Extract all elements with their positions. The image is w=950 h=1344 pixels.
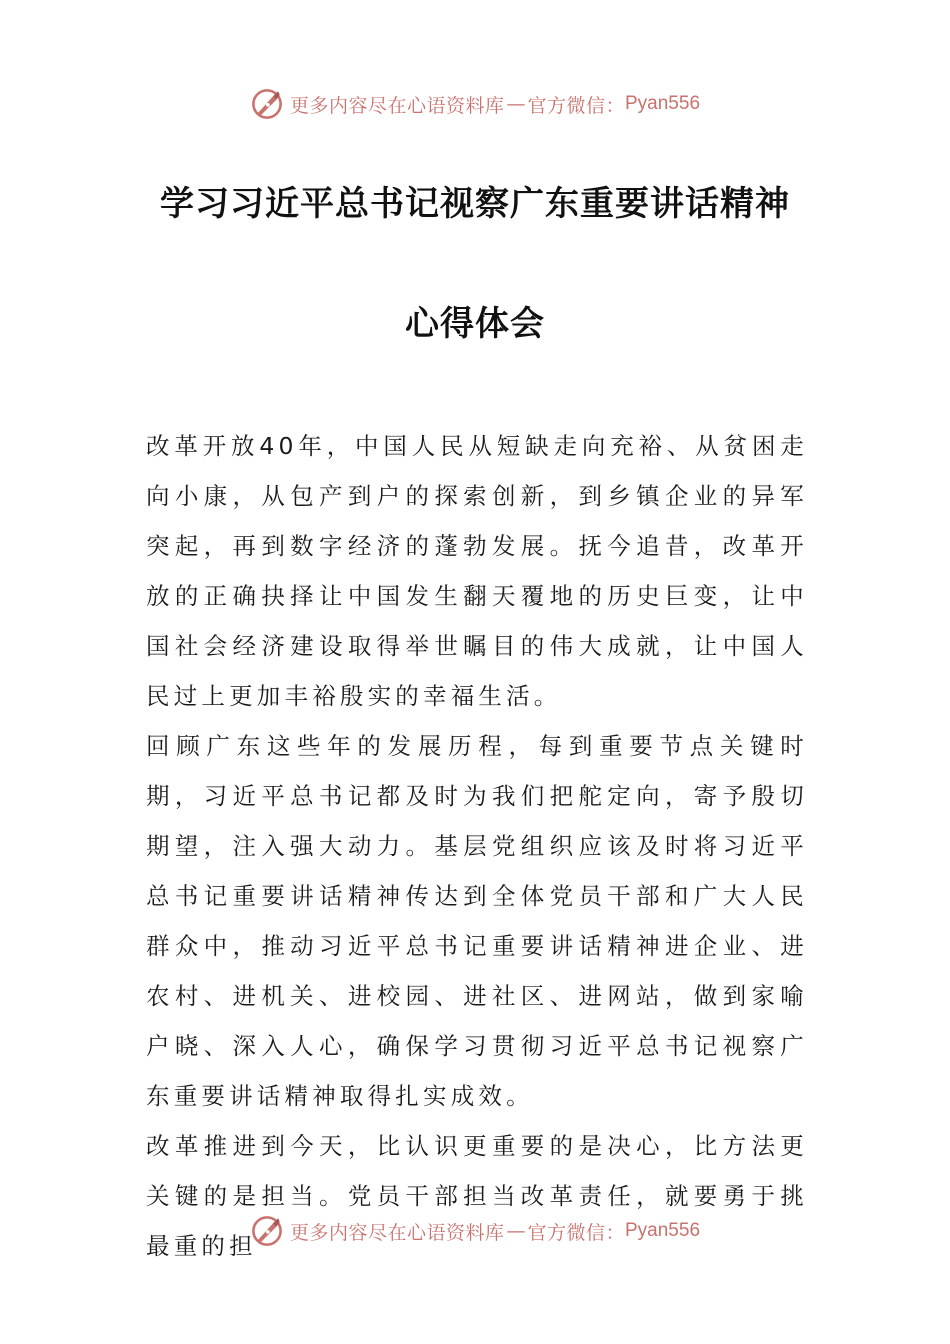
- watermark-prefix: 更多内容尽在心语资料库: [289, 94, 505, 117]
- body-paragraph-1: 改革开放40年，中国人民从短缺走向充裕、从贫困走向小康，从包产到户的探索创新，到乡镇企业的异军突起，再到数字经济的蓬勃发展。抚今追昔，改革开放的正确抉择让中国发生翻天覆地的历史巨变，让中国社会经济建设取得举世瞩目的伟大成就，让中国人民过上更加丰裕殷实的幸福生活。: [146, 432, 808, 710]
- document-body: [146, 421, 808, 1271]
- watermark-wechat-id: Pyan556: [625, 1220, 701, 1241]
- document-title-line1: 学习习近平总书记视察广东重要讲话精神: [160, 184, 790, 224]
- watermark-wechat-id: Pyan556: [625, 93, 701, 114]
- watermark-separator: —: [506, 93, 526, 115]
- body-paragraph-2: 回顾广东这些年的发展历程，每到重要节点关键时期，习近平总书记都及时为我们把舵定向，寄予殷切期望，注入强大动力。基层党组织应该及时将习近平总书记重要讲话精神传达到全体党员干部和广大人民群众中，推动习近平总书记重要讲话精神进企业、进农村、进机关、进校园、进社区、进网站，做到家喻户晓、深入人心，确保学习贯彻习近平总书记视察广东重要讲话精神取得扎实成效。: [146, 732, 808, 1110]
- header-watermark: [0, 84, 950, 124]
- body-paragraph-3: 改革推进到今天，比认识更重要的是决心，比方法更关键的是担当。党员干部担当改革责任，就要勇于挑最重的担: [146, 1132, 808, 1260]
- pen-nib-circle-icon: [250, 1214, 284, 1248]
- watermark-suffix: 官方微信：: [527, 1221, 625, 1244]
- pen-nib-circle-icon: [250, 87, 284, 121]
- document-title-line2: 心得体会: [405, 304, 545, 344]
- watermark-prefix: 更多内容尽在心语资料库: [289, 1221, 505, 1244]
- watermark-separator: —: [506, 1220, 526, 1242]
- watermark-suffix: 官方微信：: [527, 94, 625, 117]
- footer-watermark: [0, 1211, 950, 1251]
